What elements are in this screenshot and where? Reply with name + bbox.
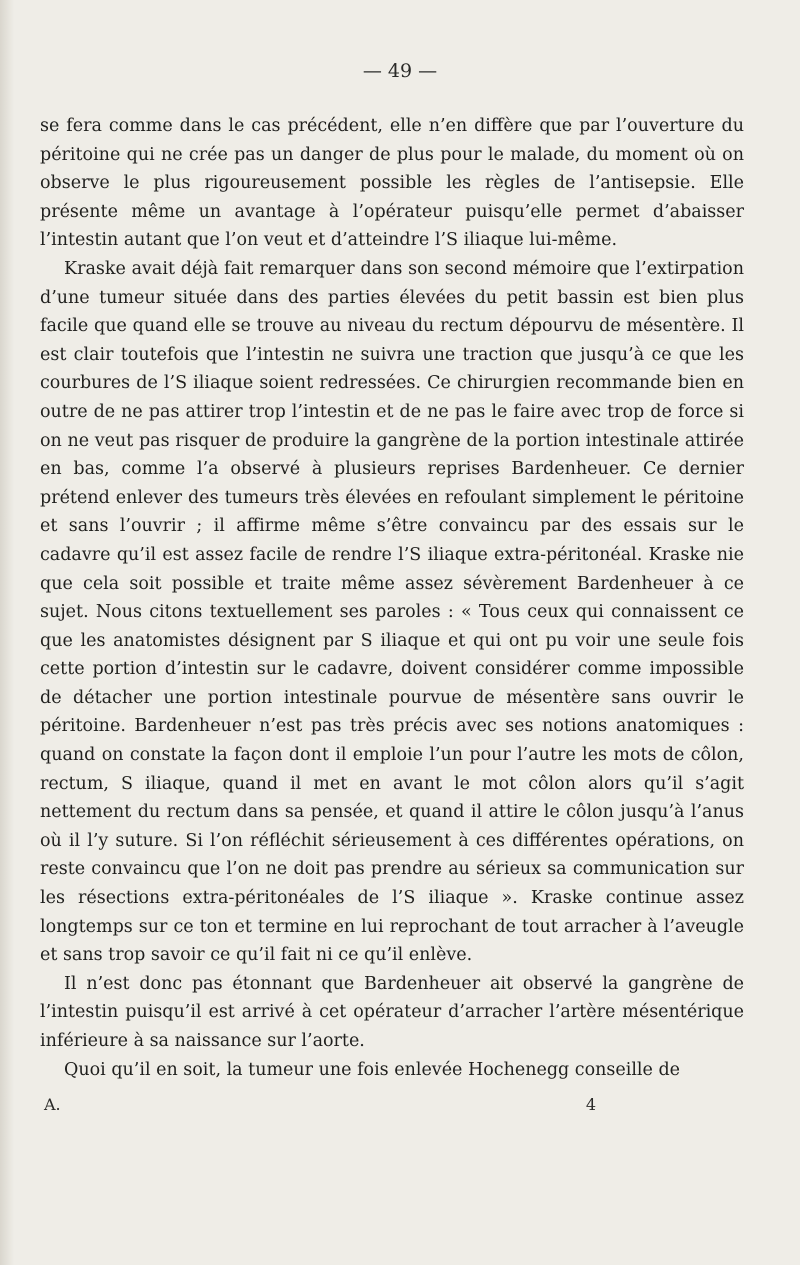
paragraph-3: Il n’est donc pas étonnant que Bardenheuer ait observé la gangrène de l’intestin puisqu’il est arrivé à cet opérateur d’arracher l’artère mésentérique inférieure à sa naissance sur l’aorte.: [40, 973, 744, 1051]
printer-signature-line: [44, 1095, 744, 1114]
paragraph-2: Kraske avait déjà fait remarquer dans son second mémoire que l’extirpation d’une tumeur située dans des parties élevées du petit bassin est bien plus facile que quand elle se trouve au niveau du rectum dépourvu de mésentère. Il est clair toutefois que l’intestin ne suivra une traction que jusqu’à ce que les courbures de l’S iliaque soient redressées. Ce chirurgien recommande bien en outre de ne pas attirer trop l’intestin et de ne pas le faire avec trop de force si on ne veut pas risquer de produire la gangrène de la portion intestinale attirée en bas, comme l’a observé à plusieurs reprises Bardenheuer. Ce dernier prétend enlever des tumeurs très élevées en refoulant simplement le péritoine et sans l’ouvrir ; il affirme même s’être convaincu par des essais sur le cadavre qu’il est assez facile de rendre l’S iliaque extra-péritonéal. Kraske nie que cela soit possible et traite même assez sévèrement Bardenheuer à ce sujet. Nous citons textuellement ses paroles : « Tous ceux qui connaissent ce que les anatomistes désignent par S iliaque et qui ont pu voir une seule fois cette portion d’intestin sur le cadavre, doivent considérer comme impossible de détacher une portion intestinale pourvue de mésentère sans ouvrir le péritoine. Bardenheuer n’est pas très précis avec ses notions anatomiques : quand on constate la façon dont il emploie l’un pour l’autre les mots de côlon, rectum, S iliaque, quand il met en avant le mot côlon alors qu’il s’agit nettement du rectum dans sa pensée, et quand il attire le côlon jusqu’à l’anus où il l’y suture. Si l’on réfléchit sérieusement à ces différentes opérations, on reste convaincu que l’on ne doit pas prendre au sérieux sa communication sur les résections extra-péritonéales de l’S iliaque ». Kraske continue assez longtemps sur ce ton et termine en lui reprochant de tout arracher à l’aveugle et sans trop savoir ce qu’il fait ni ce qu’il enlève.: [40, 258, 744, 966]
signature-letter: A.: [44, 1095, 61, 1114]
page-edge-shadow: [0, 0, 14, 1265]
paragraph-4: Quoi qu’il en soit, la tumeur une fois enlevée Hochenegg conseille de: [64, 1059, 681, 1080]
signature-number: 4: [585, 1095, 596, 1114]
paragraph-1: se fera comme dans le cas précédent, elle n’en diffère que par l’ouverture du péritoine qui ne crée pas un danger de plus pour le malade, du moment où on observe le plus rigoureusement possible les règles de l’antisepsie. Elle présente même un avantage à l’opérateur puisqu’elle permet d’abaisser l’intestin autant que l’on veut et d’atteindre l’S iliaque lui-même.: [40, 116, 744, 251]
body-text: [40, 112, 744, 1084]
page-number: — 49 —: [362, 60, 438, 82]
